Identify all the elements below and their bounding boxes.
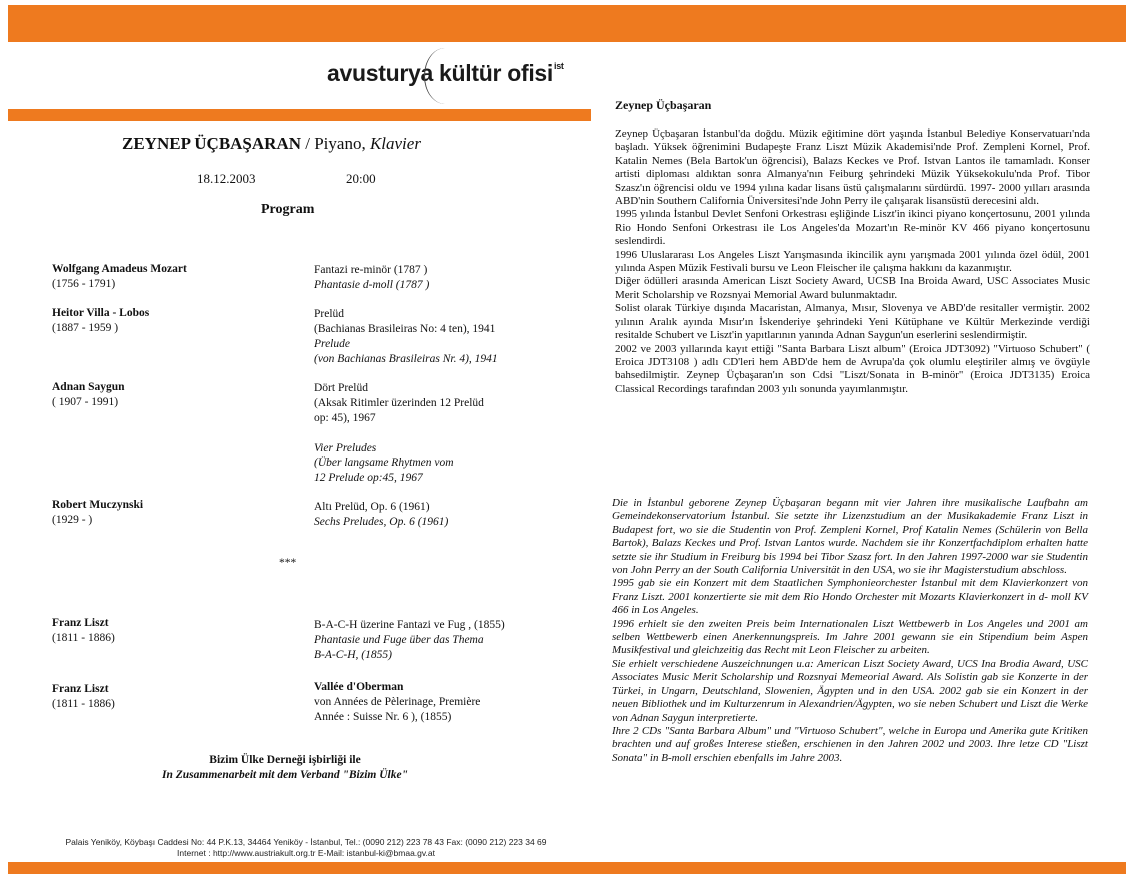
composer-name: Adnan Saygun (52, 381, 125, 393)
logo-arc-icon (424, 48, 466, 104)
top-orange-bar (8, 5, 1126, 42)
logo-text: avusturya kültür ofisi (327, 60, 554, 86)
work-villa-lobos (314, 307, 599, 367)
work-title-de: Phantasie und Fuge über das Thema (314, 634, 484, 646)
work-subtitle-tr: (Aksak Ritimler üzerinden 12 Prelüd (314, 397, 484, 409)
composer-muczynski (52, 498, 252, 528)
work-subtitle-de: (von Bachianas Brasileiras Nr. 4), 1941 (314, 353, 498, 365)
work-subtitle-2: Année : Suisse Nr. 6 ), (1855) (314, 711, 452, 723)
work-title: Vallée d'Oberman (314, 681, 404, 693)
composer-mozart (52, 262, 252, 292)
composer-years: (1811 - 1886) (52, 698, 115, 710)
work-title-tr: Fantazi re-minör (1787 ) (314, 264, 428, 276)
composer-name: Robert Muczynski (52, 499, 144, 511)
work-title-de: Phantasie d-moll (1787 ) (314, 279, 430, 291)
bio-tr-paragraph: 1995 yılında İstanbul Devlet Senfoni Orkestrası eşliğinde Liszt'in ikinci piyano konçertosunu, 2001 yılında Rio Hondo Senfoni Orkestrası ile Los Angeles'da Mozart'ın Re-minör KV 466 piyano konçertosunu seslendirdi. (615, 208, 1090, 248)
work-subtitle-tr: (Bachianas Brasileiras No: 4 ten), 1941 (314, 323, 496, 335)
section-separator: *** (279, 557, 297, 569)
work-title-tr: Prelüd (314, 308, 345, 320)
bio-de-paragraph: 1996 erhielt sie den zweiten Preis beim Internationalen Liszt Wettbewerb in Los Angeles und 2001 am selben Wettbewerb einen Anerkennungspreis. Im Jahre 2001 gewann sie ein Stipendium beim Aspen Musikfestival und gleichzeitig das Recht mit Leon Fleischer zu arbeiten. (612, 617, 1088, 657)
work-title-de: Prelude (314, 338, 350, 350)
cooperation-de: In Zusammenarbeit mit dem Verband "Bizim Ülke" (162, 769, 408, 781)
bio-tr-paragraph: Diğer ödülleri arasında American Liszt Society Award, UCSB Ina Broida Award, USC Associates Music Merit Scholarship ve Rozsnyai Memorial Award bulunmaktadır. (615, 275, 1090, 301)
composer-years: (1929 - ) (52, 514, 93, 526)
bio-tr-paragraph: Zeynep Üçbaşaran İstanbul'da doğdu. Müzik eğitimine dört yaşında İstanbul Belediye Konservatuarı'nda başladı. Yüksek öğrenimini Budapeşte Franz Liszt Müzik Akademisi'nde Prof. Zempleni Kornel, Prof. Katalin Nemes (Bela Bartok'un öğrencisi), Balazs Keckes ve Prof. Istvan Lantos ile tamamladı. Konser artisti diploması aldıktan sonra Almanya'nın Feiburg şehrindeki Müzik Yüksekokulu'nda Prof. Tibor Szasz'ın öğrencisi oldu ve 1994 yılına kadar lisans üstü çalışmalarını sürdürdü. 1997- 2000 yılları arasında ABD'nin Southern California Üniversitesi'nde John Perry ile çalışarak lisansüstü derecesini aldı. (615, 128, 1090, 208)
performer-name: ZEYNEP ÜÇBAŞARAN (122, 134, 301, 153)
logo (327, 60, 564, 87)
bio-de-paragraph: Die in İstanbul geborene Zeynep Üçbaşaran begann mit vier Jahren ihre musikalische Laufbahn am Gemeindekonservatorium İstanbul. Sie setzte ihr Lizenzstudium an der Musikakademie Franz Liszt in Budapest fort, wo sie die Studentin von Prof. Zempleni Kornel, Prof Katalin Nemes (Schülerin von Bella Bartok), Balazs Keckes und Prof. Istvan Lantos wurde. Nachdem sie ihr Konzertfachdiplom erhalten hatte setzte sie ihr Studium in Freiburg bis 1994 bei Tibor Szasz fort. In den Jahren 1997-2000 war sie Studentin von John Perry an der South California Universität in den USA, wo sie ihr Magisterstudium abschloss. (612, 497, 1088, 577)
header-orange-bar (8, 109, 591, 121)
work-mozart (314, 263, 599, 293)
bio-de-paragraph: 1995 gab sie ein Konzert mit dem Staatlichen Symphonieorchester İstanbul mit dem Klavierkonzert von Franz Liszt. 2001 konzertierte sie mit dem Rio Hondo Orchester mit Mozarts Klavierkonzert in d- moll KV 466 in Los Angeles. (612, 577, 1088, 617)
concert-date: 18.12.2003 (197, 171, 256, 186)
composer-name: Franz Liszt (52, 617, 109, 629)
instrument-tr: / Piyano, (301, 134, 370, 153)
composer-years: ( 1907 - 1991) (52, 396, 119, 408)
composer-villa-lobos (52, 306, 252, 336)
work-title-tr: Dört Prelüd (314, 382, 368, 394)
work-saygun-tr (314, 381, 599, 426)
work-subtitle-tr-2: op: 45), 1967 (314, 412, 376, 424)
work-title-de: Vier Preludes (314, 442, 377, 454)
work-liszt-2 (314, 680, 599, 725)
composer-name: Franz Liszt (52, 683, 109, 695)
cooperation-tr: Bizim Ülke Derneği işbirliği ile (209, 754, 361, 766)
bio-tr-paragraph: 1996 Uluslararası Los Angeles Liszt Yarışmasında ikincilik aynı yarışmada 2001 yılında özel ödül, 2001 yılında Aspen Müzik Festivali bursu ve Leon Fleischer ile çalışma hakkını da kazanmıştır. (615, 248, 1090, 275)
work-saygun-de (314, 441, 599, 486)
bio-turkish (615, 128, 1090, 396)
work-subtitle-de: B-A-C-H, (1855) (314, 649, 392, 661)
work-title-de: Sechs Preludes, Op. 6 (1961) (314, 516, 449, 528)
bio-tr-paragraph: Solist olarak Türkiye dışında Macaristan, Almanya, Mısır, Slovenya ve ABD'de resitaller vermiştir. 2002 yılının Aralık ayında Mısır'ın İskenderiye şehrindeki Yeni Kütüphane ve Kültür Merkezinde verdiği resitalde Schubert ve Liszt'in yapıtlarının yanında Adnan Saygun'un eserlerini seslendirmiştir. (615, 302, 1090, 342)
bottom-orange-bar (8, 862, 1126, 874)
program-title: Program (261, 202, 315, 217)
composer-name: Heitor Villa - Lobos (52, 307, 150, 319)
footer-contact (16, 837, 596, 859)
work-subtitle-de-2: 12 Prelude op:45, 1967 (314, 472, 423, 484)
bio-de-paragraph: Sie erhielt verschiedene Auszeichnungen u.a: American Liszt Society Award, UCS Ina Brodia Award, USC Associates Music Merit Scholarship und Rozsnyai Memeorial Award. Als Solistin gab sie Konzerte in der Türkei, in Ungarn, Deutschland, Slowenien, Ägypten und in den USA. 2002 gab sie ein Konzert in der neuen Bibliothek und im Kulturzenrum in Alexandrien/Ägypten, wo sie neben Schubert und Liszt die Werke von Adnan Saygun interpretierte. (612, 657, 1088, 724)
work-liszt-1 (314, 618, 599, 663)
bio-de-paragraph: Ihre 2 CDs "Santa Barbara Album" und "Virtuoso Schubert", welche in Europa und Amerika gute Kritiken brachten und auf großes Interese stießen, erschienen in den Jahren 2002 und 2003. Ihre letze CD "Liszt Sonata" in B-moll erschien ebenfalls im Jahre 2003. (612, 724, 1088, 764)
logo-sup: ist (554, 61, 564, 72)
bio-german (612, 497, 1088, 765)
composer-years: (1887 - 1959 ) (52, 322, 119, 334)
composer-name: Wolfgang Amadeus Mozart (52, 263, 187, 275)
composer-years: (1756 - 1791) (52, 278, 116, 290)
footer-web-email: Internet : http://www.austriakult.org.tr E-Mail: istanbul-ki@bmaa.gv.at (177, 848, 435, 858)
footer-address: Palais Yeniköy, Köybaşı Caddesi No: 44 P.K.13, 34464 Yeniköy - İstanbul, Tel.: (0090 212) 223 78 43 Fax: (0090 212) 223 34 69 (65, 837, 547, 847)
concert-time: 20:00 (346, 171, 376, 186)
composer-saygun (52, 380, 252, 410)
bio-tr-paragraph: 2002 ve 2003 yıllarında kayıt ettiği "Santa Barbara Liszt album" (Eroica JDT3092) "Virtuoso Schubert" ( Eroica JDT3108 ) adlı CD'leri hem ABD'de hem de Avrupa'da çok olumlu eleştiriler almış ve övgüyle bahsedilmiştir. Zeynep Üçbaşaran'ın son Cdsi "Liszt/Sonata in B-minör" (Eroica JDT3135) Eroica Classical Recordings tarafından 2003 yılı sonunda yayımlanmıştır. (615, 342, 1090, 395)
composer-years: (1811 - 1886) (52, 632, 115, 644)
bio-title: Zeynep Üçbaşaran (615, 98, 712, 112)
performer-heading (122, 134, 421, 154)
instrument-de: Klavier (369, 134, 421, 153)
work-title-tr: Altı Prelüd, Op. 6 (1961) (314, 501, 430, 513)
composer-liszt-2 (52, 682, 252, 712)
cooperation-note (100, 753, 470, 783)
work-title-tr: B-A-C-H üzerine Fantazi ve Fug , (1855) (314, 619, 505, 631)
work-subtitle-de: (Über langsame Rhytmen vom (314, 457, 454, 469)
composer-liszt-1 (52, 616, 252, 646)
work-subtitle: von Années de Pèlerinage, Première (314, 696, 481, 708)
work-muczynski (314, 500, 599, 530)
